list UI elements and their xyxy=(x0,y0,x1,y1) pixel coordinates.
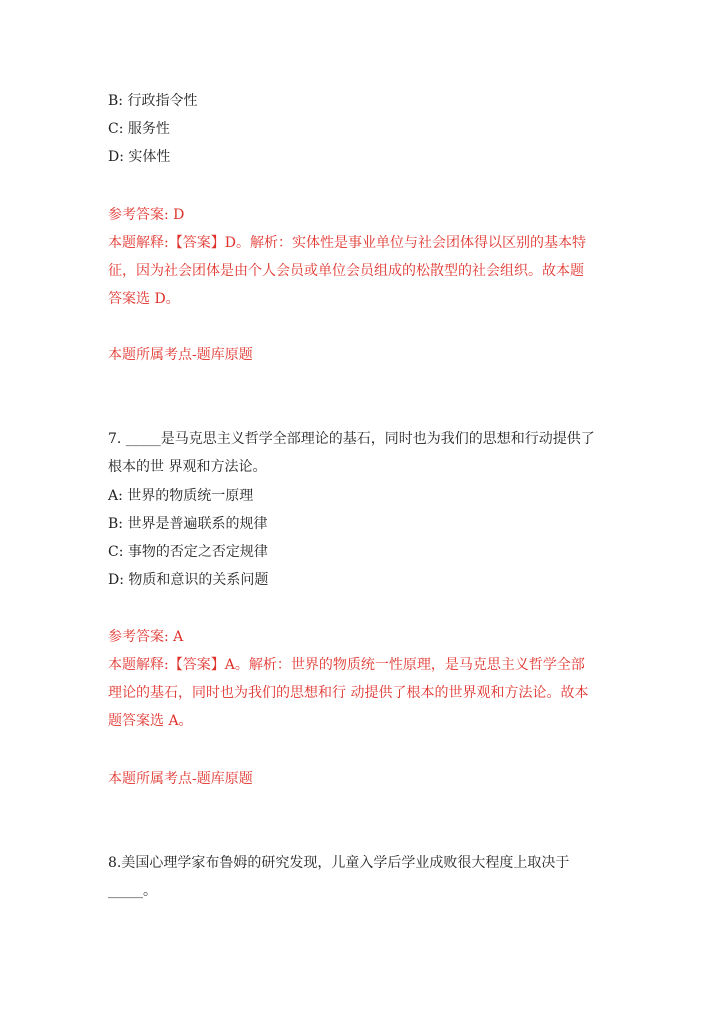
q7-explanation-line-3: 题答案选 A。 xyxy=(108,713,193,729)
q6-explanation-line-3: 答案选 D。 xyxy=(108,291,180,307)
q6-answer: 参考答案: D xyxy=(108,207,185,223)
q6-explanation-line-1: 本题解释:【答案】D。解析：实体性是事业单位与社会团体得以区别的基本特 xyxy=(108,235,586,251)
q7-answer: 参考答案: A xyxy=(108,629,184,645)
q7-option-d: D: 物质和意识的关系问题 xyxy=(108,572,269,588)
q8-question-line-2: _____。 xyxy=(108,883,157,899)
q7-explanation-line-2: 理论的基石，同时也为我们的思想和行 动提供了根本的世界观和方法论。故本 xyxy=(108,685,589,701)
q6-option-b: B: 行政指令性 xyxy=(108,93,198,109)
q7-explanation-line-1: 本题解释:【答案】A。解析：世界的物质统一性原理，是马克思主义哲学全部 xyxy=(108,657,585,673)
q6-option-d: D: 实体性 xyxy=(108,149,171,165)
q6-option-c: C: 服务性 xyxy=(108,121,170,137)
q6-source: 本题所属考点-题库原题 xyxy=(108,347,253,363)
q7-question-line-2: 根本的世 界观和方法论。 xyxy=(108,459,267,475)
q7-option-b: B: 世界是普遍联系的规律 xyxy=(108,516,268,532)
q8-question-line-1: 8.美国心理学家布鲁姆的研究发现，儿童入学后学业成败很大程度上取决于 xyxy=(108,855,570,871)
q7-option-c: C: 事物的否定之否定规律 xyxy=(108,544,268,560)
q6-explanation-line-2: 征，因为社会团体是由个人会员或单位会员组成的松散型的社会组织。故本题 xyxy=(108,263,584,279)
q7-option-a: A: 世界的物质统一原理 xyxy=(108,488,254,504)
q7-source: 本题所属考点-题库原题 xyxy=(108,771,253,787)
q7-question-line-1: 7. _____是马克思主义哲学全部理论的基石，同时也为我们的思想和行动提供了 xyxy=(108,431,595,447)
